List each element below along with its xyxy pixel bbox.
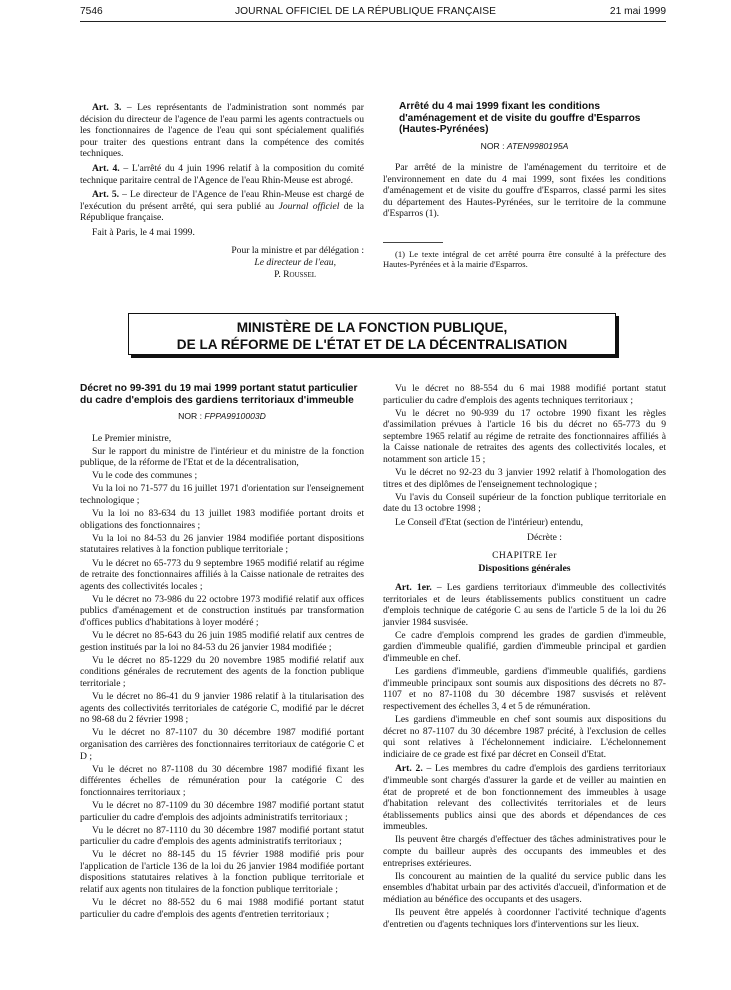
decree-nor: NOR : FPPA9910003D (178, 411, 266, 421)
footnote-rule (383, 242, 443, 243)
fait-a-paris: Fait à Paris, le 4 mai 1999. (92, 226, 195, 238)
article-paragraph: Ils concourent au maintien de la qualité du service public dans les ensembles d'habitat urbain par des activités d'accueil, d'information et de médiation au bénéfice des occupants et des usagers. (383, 870, 666, 905)
article-5: Art. 5. – Le directeur de l'Agence de l'eau Rhin-Meuse est chargé de l'exécution du présent arrêté, qui sera publié au Journal officiel de la République française. (80, 189, 365, 224)
article-paragraph: Ce cadre d'emplois comprend les grades de gardien d'immeuble, gardien d'immeuble qualifié, gardien d'immeuble principal et gardien d'immeuble en chef. (383, 629, 666, 664)
article-3: Art. 3. – Les représentants de l'administration sont nommés par décision du directeur de l'agence de l'eau parmi les agents contractuels ou les fonctionnaires de l'agence de l'eau qui sont spécialement qualifiés pour traiter des questions entrant dans la compétence des comités techniques. (80, 102, 364, 160)
article-paragraph: Ils peuvent être chargés d'effectuer des tâches administratives pour le compte du bailleur auprès des occupants des immeubles et des entreprises extérieures. (383, 834, 666, 869)
visa-paragraph: Vu le décret no 65-773 du 9 septembre 1965 modifié relatif au régime de retraite des fonctionnaires affiliés à la Caisse nationale de retraites des agents des collectivités locales ; (80, 557, 364, 592)
arrete-nor: NOR : ATEN9980195A (480, 140, 569, 151)
visa-paragraph: Le Conseil d'Etat (section de l'intérieur) entendu, (395, 516, 584, 528)
visa-paragraph: Vu l'avis du Conseil supérieur de la fonction publique territoriale en date du 13 octobre 1998 ; (383, 491, 666, 515)
article-paragraph: Les gardiens d'immeuble, gardiens d'immeuble qualifiés, gardiens d'immeuble principaux sont soumis aux dispositions des décrets no 87-1107 et no 87-1108 du 30 décembre 1987 susvisés et relèvent respectivement des échelles 3, 4 et 5 de rémunération. (383, 666, 666, 712)
page-number: 7546 (80, 6, 103, 17)
journal-title: JOURNAL OFFICIEL DE LA RÉPUBLIQUE FRANÇAISE (234, 6, 497, 17)
article-paragraph: Les gardiens d'immeuble en chef sont soumis aux dispositions du décret no 87-1107 du 30 décembre 1987 précité, à l'exclusion de celles qui sont relatives à l'échelonnement indiciaire. L'échelonnement indiciaire de ce grade est fixé par décret en Conseil d'Etat. (383, 713, 666, 760)
visa-paragraph: Vu le décret no 85-1229 du 20 novembre 1985 modifié relatif aux conditions générales de recrutement des agents de la fonction publique territoriale ; (80, 654, 364, 689)
visa-paragraph: Vu le décret no 87-1107 du 30 décembre 1987 modifié portant organisation des carrières des fonctionnaires territoriaux de catégorie C et D ; (80, 727, 364, 762)
article-paragraph: Ils peuvent être appelés à coordonner l'activité technique d'agents d'entretien ou d'agents techniques lors d'interventions sur les lieux. (383, 906, 666, 930)
visa-paragraph: Vu le décret no 90-939 du 17 octobre 1990 fixant les règles d'assimilation prévues à l'article 16 bis du décret no 65-773 du 9 septembre 1965 relatif au régime de retraite des fonctionnaires affiliés à la Caisse nationale de retraites des agents des collectivités locales, et notamment son article 15 ; (383, 407, 666, 466)
chapter-title: Dispositions générales (478, 563, 571, 575)
visa-paragraph: Vu le décret no 86-41 du 9 janvier 1986 relatif à la titularisation des agents des collectivités territoriales de catégorie C, modifié par le décret no 98-68 du 2 février 1998 ; (80, 691, 364, 726)
visa-paragraph: Vu le décret no 87-1110 du 30 décembre 1987 modifié portant statut particulier du cadre d'emplois des agents administratifs territoriaux ; (80, 824, 364, 848)
decrete: Décrète : (527, 532, 562, 544)
decree-left-column (80, 383, 364, 922)
arrete-title: Arrêté du 4 mai 1999 fixant les conditions d'aménagement et de visite du gouffre d'Esparros (Hautes-Pyrénées) (399, 101, 641, 135)
decree-visas-left (80, 433, 364, 921)
visa-paragraph: Vu le décret no 92-23 du 3 janvier 1992 relatif à l'homologation des titres et des diplômes de l'enseignement technologique ; (383, 467, 666, 490)
visa-paragraph: Vu le décret no 88-145 du 15 février 1988 modifié pris pour l'application de l'article 136 de la loi du 26 janvier 1984 modifiée portant dispositions statutaires relatives à la fonction publique territoriale et relatif aux agents non titulaires de la fonction publique territoriale ; (80, 849, 364, 896)
article-2 (383, 763, 666, 930)
decree-visas-right (383, 383, 666, 528)
visa-paragraph: Le Premier ministre, (92, 432, 172, 444)
visa-paragraph: Vu le décret no 88-554 du 6 mai 1988 modifié portant statut particulier du cadre d'emplois des agents techniques territoriaux ; (383, 383, 666, 406)
visa-paragraph: Vu le décret no 85-643 du 26 juin 1985 modifié relatif aux centres de gestion institués par la loi no 84-53 du 26 janvier 1984 modifiée ; (80, 630, 364, 653)
visa-paragraph: Vu le décret no 73-986 du 22 octobre 1973 modifié relatif aux offices publics d'aménagement et de construction institués par transformation d'offices publics d'habitations à loyer modéré ; (80, 593, 364, 628)
chapter-heading: CHAPITRE Ier (492, 549, 557, 561)
visa-paragraph: Vu le décret no 87-1108 du 30 décembre 1987 modifié fixant les différentes échelles de rémunération pour la catégorie C des fonctionnaires territoriaux ; (80, 763, 364, 798)
visa-paragraph: Sur le rapport du ministre de l'intérieur et du ministre de la fonction publique, de la réforme de l'Etat et de la décentralisation, (80, 445, 364, 469)
visa-paragraph: Vu la loi no 71-577 du 16 juillet 1971 d'orientation sur l'enseignement technologique ; (80, 483, 364, 507)
issue-date: 21 mai 1999 (609, 6, 666, 17)
arrete-body: Par arrêté de la ministre de l'aménagement du territoire et de l'environnement en date du 4 mai 1999, sont fixées les conditions d'aménagement et de visite du gouffre d'Esparros, classé parmi les sites du département des Hautes-Pyrénées, sur le territoire de la commune d'Esparros (1). (383, 162, 666, 220)
header-rule (80, 21, 666, 22)
signature-block: Pour la ministre et par délégation : Le directeur de l'eau, P. Roussel (231, 244, 364, 280)
article-paragraph: Art. 1er. – Les gardiens territoriaux d'immeuble des collectivités territoriales et de leurs établissements publics constituent un cadre d'emplois technique de catégorie C au sens de l'article 5 de la loi du 26 janvier 1984 susvisée. (383, 581, 667, 628)
footnote: (1) Le texte intégral de cet arrêté pourra être consulté à la préfecture des Hautes-Pyrénées et à la mairie d'Esparros. (383, 249, 666, 270)
article-1 (383, 582, 666, 760)
article-4: Art. 4. – L'arrêté du 4 juin 1996 relatif à la composition du comité technique paritaire central de l'Agence de l'eau Rhin-Meuse est abrogé. (80, 162, 365, 186)
ministry-heading-box: MINISTÈRE DE LA FONCTION PUBLIQUE, DE LA RÉFORME DE L'ÉTAT ET DE LA DÉCENTRALISATION (128, 313, 616, 355)
visa-paragraph: Vu le code des communes ; (92, 470, 198, 482)
decree-right-column (383, 383, 666, 932)
visa-paragraph: Vu la loi no 84-53 du 26 janvier 1984 modifiée portant dispositions statutaires relatives à la fonction publique territoriale ; (80, 532, 364, 556)
previous-arrete-end (80, 102, 364, 281)
article-paragraph: Art. 2. – Les membres du cadre d'emplois des gardiens territoriaux d'immeuble sont chargés d'assurer la garde et de veiller au maintien en état de propreté et de bon fonctionnement des immeubles à usage d'habitation relevant des collectivités territoriales et de leurs établissements publics ainsi que des abords et dépendances de ces immeubles. (383, 763, 667, 833)
page-header (0, 6, 731, 22)
visa-paragraph: Vu la loi no 83-634 du 13 juillet 1983 modifiée portant droits et obligations des fonctionnaires ; (80, 508, 364, 531)
article-label: Art. 2. (395, 763, 423, 775)
article-label: Art. 1er. (395, 581, 432, 593)
visa-paragraph: Vu le décret no 87-1109 du 30 décembre 1987 modifié portant statut particulier du cadre d'emplois des adjoints administratifs territoriaux ; (80, 799, 364, 823)
visa-paragraph: Vu le décret no 88-552 du 6 mai 1988 modifié portant statut particulier du cadre d'emplois des agents d'entretien territoriaux ; (80, 897, 364, 920)
decree-title: Décret no 99-391 du 19 mai 1999 portant statut particulier du cadre d'emplois des gardiens territoriaux d'immeuble (80, 383, 358, 406)
arrete-esparros (383, 101, 666, 270)
